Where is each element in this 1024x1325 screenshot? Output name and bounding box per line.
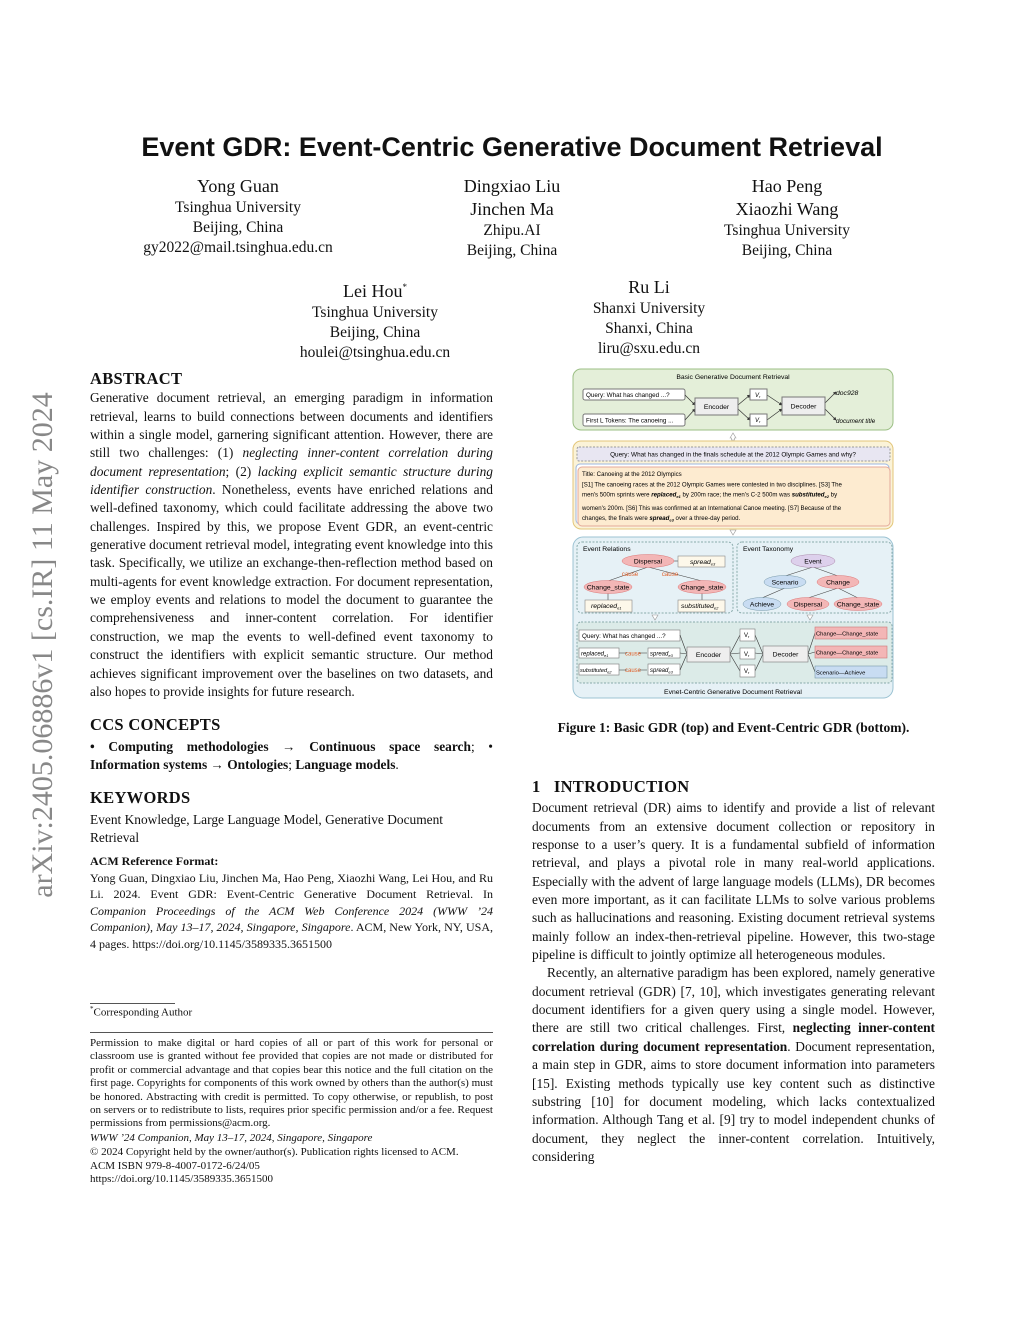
introduction-heading: [532, 778, 935, 796]
event-sub: e2: [824, 494, 829, 499]
output-identifier: Scenario—Achieve: [816, 670, 866, 677]
text: . Document representation, a main step in GDR, aims to store document information into parameters [15]. Existing methods typically use key content such as distinctive substring [10] for document modeling, which lacks contextualized information. Although Tang et al. [9] try to model independent chunks of document, they neglect the inner-content correlation. Intuitively, considering: [532, 1038, 936, 1164]
cause-label: cause: [661, 571, 679, 578]
text: by: [828, 491, 838, 499]
doc-line: [582, 515, 741, 523]
emphasis: neglecting inner-content correlation during document representation: [532, 1020, 936, 1054]
ccs-text: [90, 738, 493, 775]
doi-link[interactable]: https://doi.org/10.1145/3589335.3651500: [90, 1173, 274, 1186]
event-relations-title: Event Relations: [583, 546, 631, 553]
author-name: Hao Peng: [751, 176, 823, 196]
cause-label: cause: [624, 668, 642, 674]
text: Language models: [295, 756, 396, 772]
decoder-label: Decoder: [772, 651, 799, 659]
text: . Nonetheless, events have enriched relations and well-defined taxonomy, which could facilitate addressing the above two challenges. Inspired by this, we propose Event GDR, an event-centric generative document retrieval model, integrating event knowledge into this task. Specifically, we utilize an exchange-then-reflection method based on multi-agents for event knowledge extraction. For document representation, we employ events and relations to model the document to guarantee the comprehensiveness and inner-content correlation. For identifier construction, we map the events to well-defined event taxonomy to construct the identifiers with explicit semantic structure. Our method achieves significant improvement over the baselines on two datasets, and also hopes to provide insights for future research.: [90, 482, 493, 699]
author-name: Jinchen Ma: [470, 199, 554, 219]
node-substituted: substituted: [580, 668, 608, 674]
svg-text:replacede1: [581, 652, 608, 659]
vector-sub: r: [759, 394, 761, 399]
up-arrow-icon: [730, 433, 736, 440]
footnote-mark: *: [90, 1005, 94, 1013]
author-name: Ru Li: [628, 277, 670, 297]
text: Recently, an alternative paradigm has been explored, namely generative document retrieval (GDR) [7, 10], which investigates generating relevant document identifiers for a given query using a single model. However, there are still two critical challenges. First,: [532, 965, 935, 1036]
event-trigger: substituted: [791, 491, 825, 499]
email: liru@sxu.edu.cn: [597, 340, 701, 357]
event-trigger: spread: [649, 515, 670, 522]
text: men's 500m sprints were: [582, 491, 652, 499]
doc-id-output: doc928: [836, 390, 859, 397]
svg-text:spreade3: [650, 652, 674, 659]
svg-text:Vr: [755, 393, 761, 399]
text: Information systems → Ontologies: [90, 756, 289, 772]
node-spread: spread: [650, 668, 669, 674]
node-spread: spread: [690, 559, 711, 566]
down-arrow-icon: [730, 530, 736, 535]
vector-sub: r: [759, 419, 761, 424]
emphasis: Companion Proceedings of the ACM Web Conference 2024 (WWW ’24 Companion), May 13–17, 2024, Singapore, Singapore: [90, 903, 493, 935]
event-sub: e1: [676, 494, 681, 499]
node-change-state: Change_state: [836, 601, 880, 609]
section-title: INTRODUCTION: [553, 777, 690, 796]
emphasis: neglecting inner-content correlation during document representation: [90, 445, 493, 479]
author-block: [245, 276, 505, 363]
panel-title: Evnet-Centric Generative Document Retrieval: [664, 689, 802, 696]
node-change-state: Change_state: [680, 584, 724, 592]
vector-label: V: [744, 669, 749, 675]
text: . ACM, New York, NY, USA, 4 pages. https://doi.org/10.1145/3589335.3651500: [90, 920, 493, 951]
node-scenario: Scenario: [771, 579, 799, 587]
email: gy2022@mail.tsinghua.edu.cn: [143, 239, 333, 256]
svg-text:Vr: [744, 669, 750, 675]
affiliation: Tsinghua University: [312, 304, 438, 321]
svg-text:substitutede2: [580, 668, 612, 675]
text: ; (2): [225, 463, 258, 479]
paper-title: Event GDR: Event-Centric Generative Document Retrieval: [141, 132, 883, 162]
left-column: [90, 370, 493, 952]
tokens-text: First L Tokens: The canoeing ...: [586, 417, 674, 425]
doc-title: Title: Canoeing at the 2012 Olympics: [582, 471, 682, 478]
isbn: ACM ISBN 979-8-4007-0172-6/24/05: [90, 1159, 260, 1172]
event-sub: e2: [713, 605, 719, 611]
author-name: Dingxiao Liu: [463, 176, 561, 196]
vector-label: V: [744, 633, 749, 639]
vector-label: V: [755, 418, 760, 424]
doc-line: women's 200m. [S6] This was confirmed at an International Canoe meeting. [S7] Because of the: [582, 505, 842, 512]
affiliation: Shanxi University: [592, 300, 706, 317]
node-change-state: Change_state: [586, 584, 630, 592]
text: Generative document retrieval, an emerging paradigm in information retrieval, learns to build connections between documents and identifiers within a single model, garnering significant attention. However, there are still two challenges: (1): [90, 390, 493, 461]
event-taxonomy-title: Event Taxonomy: [743, 546, 794, 553]
footnote-rule: [90, 1003, 175, 1004]
ccs-heading: CCS CONCEPTS: [90, 715, 221, 735]
keywords-heading: KEYWORDS: [90, 788, 191, 808]
location: Beijing, China: [329, 324, 421, 341]
encoder-label: Encoder: [703, 404, 730, 411]
panel-title: Basic Generative Document Retrieval: [676, 374, 790, 381]
location: Beijing, China: [192, 219, 284, 236]
doc-line: [S1] The canoeing races at the 2012 Olympic Games were contested in two disciplines. [S3] The: [582, 481, 842, 489]
query-text: Query: What has changed ...?: [586, 392, 670, 399]
node-spread: spread: [650, 651, 669, 658]
text: Yong Guan, Dingxiao Liu, Jinchen Ma, Hao Peng, Xiaozhi Wang, Lei Hou, and Ru Li. 2024. Event GDR: Event-Centric Generative Document Retrieval. In: [90, 870, 493, 902]
email: houlei@tsinghua.edu.cn: [299, 344, 451, 361]
svg-text:spreade3: [650, 668, 674, 675]
event-sub: e3: [669, 517, 674, 523]
figure-1-diagram: [570, 365, 900, 700]
cause-label: cause: [621, 571, 639, 578]
node-dispersal: Dispersal: [793, 601, 823, 609]
author-block: [519, 276, 779, 359]
location: Shanxi, China: [605, 320, 693, 337]
section-number: 1: [532, 777, 541, 796]
vector-sub: r: [748, 670, 750, 675]
vector-label: V: [744, 652, 749, 658]
affiliation: Tsinghua University: [175, 199, 301, 216]
author-name: Xiaozhi Wang: [735, 199, 839, 219]
author-block: [657, 175, 917, 261]
vector-sub: r: [748, 653, 750, 658]
text: • Computing methodologies → Continuous space search: [90, 738, 471, 754]
abstract-text: [90, 389, 493, 701]
vector-sub: r: [748, 634, 750, 639]
acm-reference-text: [90, 870, 493, 953]
text: over a three-day period.: [673, 515, 741, 522]
permission-rule: [90, 1032, 493, 1033]
intro-paragraph: Document retrieval (DR) aims to identify and provide a list of relevant documents from an extensive document collection or repository in response to a user’s query. It is a fundamental subfield of information retrieval, and plays a pivotal role in many real-world applications. Especially with the advent of large language models (LLMs), DR becomes even more important, as it can facilitate LLMs to solve various problems such as hallucinations and reasoning. Existing document retrieval systems mainly follow an index-then-retrieval pipeline. However, this two-stage pipeline is difficult to jointly optimize all heterogeneous modules.: [532, 800, 935, 963]
doc-title-output: document title: [836, 418, 876, 425]
svg-text:Vr: [755, 418, 761, 424]
abstract-heading: ABSTRACT: [90, 369, 183, 388]
event-sub: e2: [607, 669, 612, 675]
corresponding-mark: *: [402, 282, 407, 292]
text: .: [395, 756, 399, 772]
node-change: Change: [826, 579, 850, 587]
intro-paragraph: [532, 964, 935, 1166]
footnote-text: Corresponding Author: [93, 1006, 193, 1019]
node-dispersal: Dispersal: [633, 558, 663, 566]
event-sub: e1: [617, 605, 622, 611]
vector-label: V: [755, 393, 760, 399]
text: changes, the finals were: [582, 515, 650, 522]
permission-text: Permission to make digital or hard copies of all or part of this work for personal or classroom use is granted without fee provided that copies are not made or distributed for profit or commercial advantage and that copies bear this notice and the full citation on the first page. Copyrights for components of this work owned by others than the author(s) must be honored. Abstracting with credit is permitted. To copy otherwise, or republish, to post on servers or to redistribute to lists, requires prior specific permission and/or a fee. Request permissions from permissions@acm.org.: [90, 1037, 493, 1130]
svg-text:Vr: [744, 652, 750, 658]
author-name: Lei Hou: [343, 281, 403, 301]
copyright: © 2024 Copyright held by the owner/author(s). Publication rights licensed to ACM.: [90, 1146, 459, 1159]
event-sub: e3: [668, 669, 673, 675]
text: ;: [288, 756, 296, 772]
right-column: [532, 778, 935, 1166]
node-replaced: replaced: [581, 651, 605, 658]
location: Beijing, China: [466, 242, 558, 259]
keywords-text: Event Knowledge, Large Language Model, Generative Document Retrieval: [90, 811, 443, 845]
venue: WWW ’24 Companion, May 13–17, 2024, Singapore, Singapore: [90, 1131, 373, 1144]
decoder-label: Decoder: [790, 403, 817, 411]
location: Beijing, China: [741, 242, 833, 259]
svg-text:Vr: [744, 633, 750, 639]
affiliation: Tsinghua University: [724, 222, 850, 239]
encoder-label: Encoder: [695, 652, 722, 659]
svg-text:substitutede2: [681, 603, 719, 611]
node-substituted: substituted: [681, 603, 714, 610]
svg-text:replacede1: [591, 603, 622, 611]
output-identifier: Change—Change_state: [816, 650, 879, 657]
event-trigger: replaced: [651, 491, 677, 499]
footnote: [90, 1005, 192, 1019]
author-block: [382, 175, 642, 261]
node-achieve: Achieve: [749, 601, 775, 609]
permission-block: [90, 1037, 493, 1186]
text: by 200m race; the men's C-2 500m was: [680, 491, 792, 499]
figure-caption: Figure 1: Basic GDR (top) and Event-Centric GDR (bottom).: [557, 720, 910, 735]
acm-reference-label: ACM Reference Format:: [90, 854, 219, 869]
event-sub: e3: [710, 561, 716, 567]
arxiv-identifier: arXiv:2405.06886v1 [cs.IR] 11 May 2024: [26, 392, 59, 898]
text: ; •: [470, 738, 493, 754]
query-text: Query: What has changed ...?: [582, 633, 666, 640]
node-replaced: replaced: [591, 603, 618, 610]
acm-reference: [90, 853, 493, 952]
emphasis: lacking explicit semantic structure during identifier construction: [90, 463, 494, 498]
event-sub: e3: [668, 653, 673, 658]
node-event: Event: [804, 558, 822, 566]
author-block: [108, 175, 368, 258]
query-full-text: Query: What has changed in the finals schedule at the 2012 Olympic Games and why?: [610, 451, 856, 459]
cause-label: cause: [624, 651, 642, 658]
doc-line: [582, 492, 838, 500]
output-identifier: Change—Change_state: [816, 631, 879, 638]
author-name: Yong Guan: [197, 176, 279, 196]
affiliation: Zhipu.AI: [483, 222, 541, 239]
event-sub: e1: [604, 653, 609, 658]
